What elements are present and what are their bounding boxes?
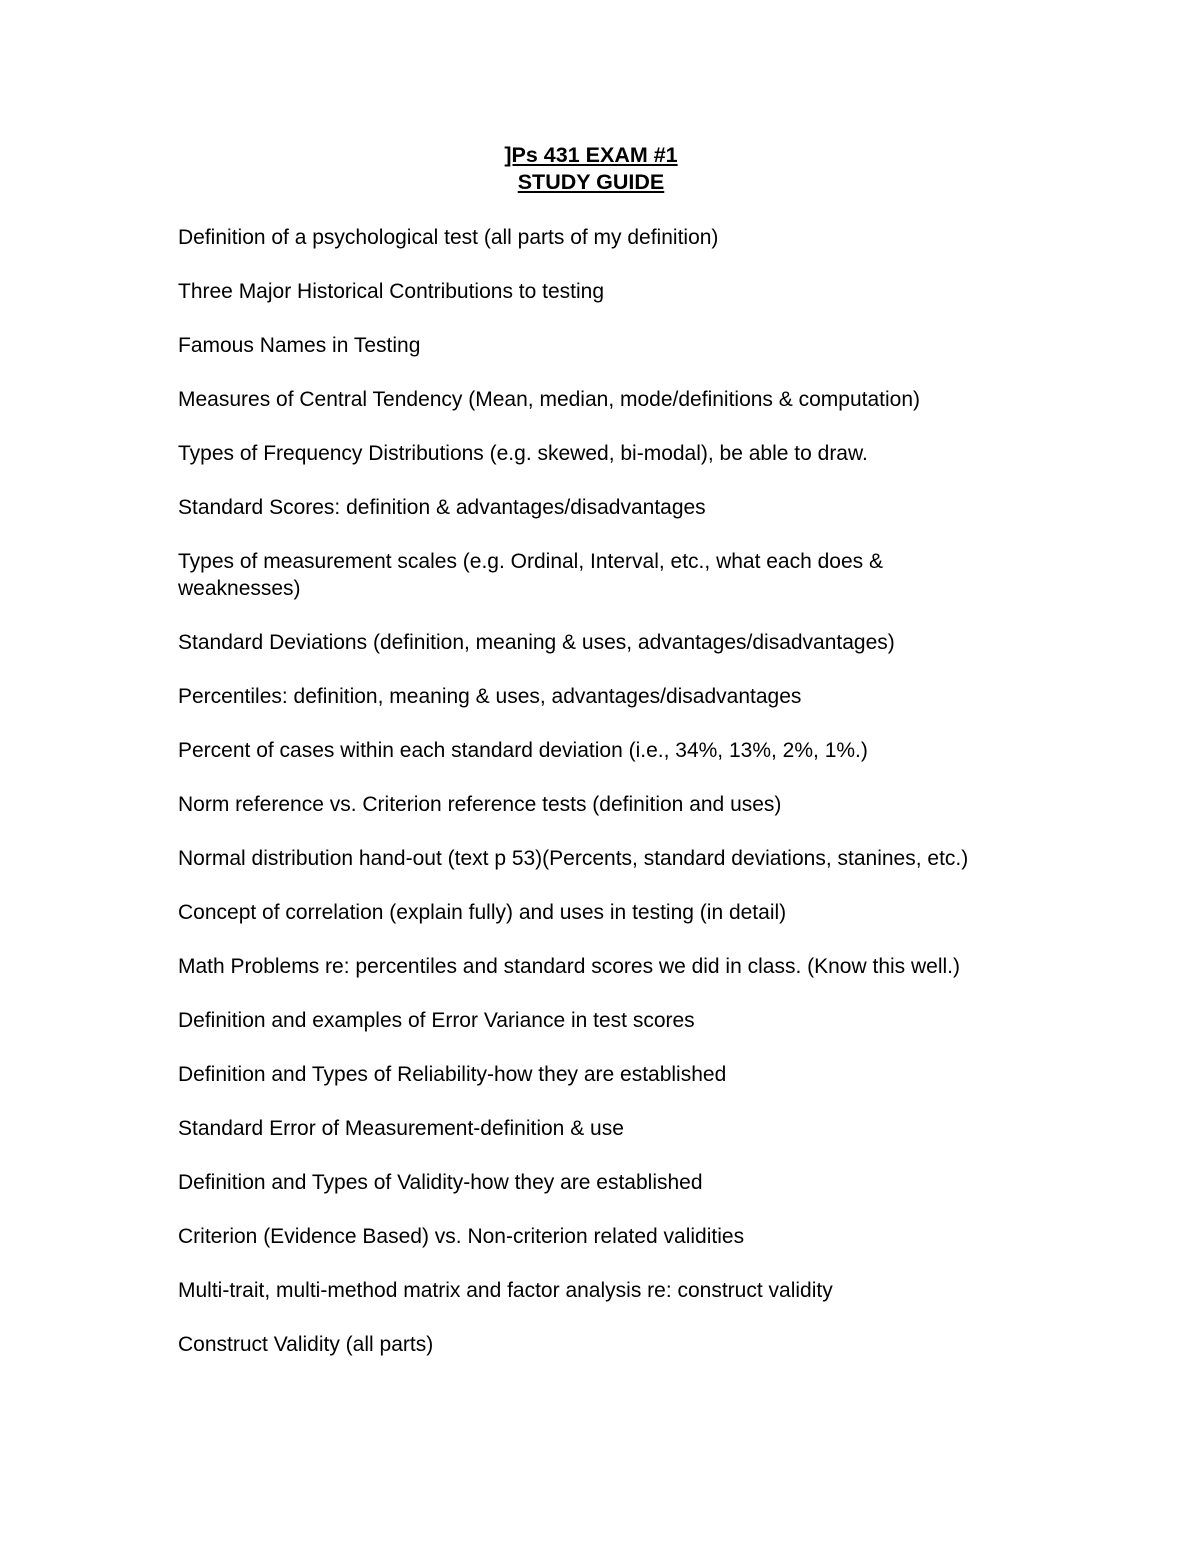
- study-topic-item: Normal distribution hand-out (text p 53)(Percents, standard deviations, stanines, etc.): [178, 847, 969, 870]
- study-topic-item: Definition of a psychological test (all parts of my definition): [178, 226, 719, 249]
- study-topic-item: Standard Error of Measurement-definition & use: [178, 1117, 624, 1140]
- study-topic-item: Types of Frequency Distributions (e.g. skewed, bi-modal), be able to draw.: [178, 442, 868, 465]
- study-topic-item: Norm reference vs. Criterion reference tests (definition and uses): [178, 793, 782, 816]
- document-title: [0, 142, 1182, 196]
- study-topic-item: Concept of correlation (explain fully) and uses in testing (in detail): [178, 901, 787, 924]
- study-topic-item: Standard Deviations (definition, meaning & uses, advantages/disadvantages): [178, 631, 895, 654]
- study-topic-item: Definition and Types of Reliability-how they are established: [178, 1063, 727, 1086]
- study-guide-heading: STUDY GUIDE: [517, 170, 665, 194]
- study-topic-item: Standard Scores: definition & advantages/disadvantages: [178, 496, 706, 519]
- study-topic-item: Definition and Types of Validity-how they are established: [178, 1171, 703, 1194]
- study-topic-item: Famous Names in Testing: [178, 334, 421, 357]
- study-topic-item: Three Major Historical Contributions to testing: [178, 280, 605, 303]
- study-topic-list: [178, 224, 1078, 1385]
- study-topic-item: Types of measurement scales (e.g. Ordinal, Interval, etc., what each does & weaknesses): [178, 550, 884, 600]
- study-topic-item: Construct Validity (all parts): [178, 1333, 434, 1356]
- study-topic-item: Definition and examples of Error Variance in test scores: [178, 1009, 695, 1032]
- study-topic-item: Criterion (Evidence Based) vs. Non-criterion related validities: [178, 1225, 745, 1248]
- study-topic-item: Percent of cases within each standard deviation (i.e., 34%, 13%, 2%, 1%.): [178, 739, 868, 762]
- study-topic-item: Multi-trait, multi-method matrix and factor analysis re: construct validity: [178, 1279, 833, 1302]
- study-topic-item: Percentiles: definition, meaning & uses, advantages/disadvantages: [178, 685, 802, 708]
- study-topic-item: Measures of Central Tendency (Mean, median, mode/definitions & computation): [178, 388, 921, 411]
- study-topic-item: Math Problems re: percentiles and standard scores we did in class. (Know this well.): [178, 955, 961, 978]
- course-exam-title: ]Ps 431 EXAM #1: [504, 143, 678, 167]
